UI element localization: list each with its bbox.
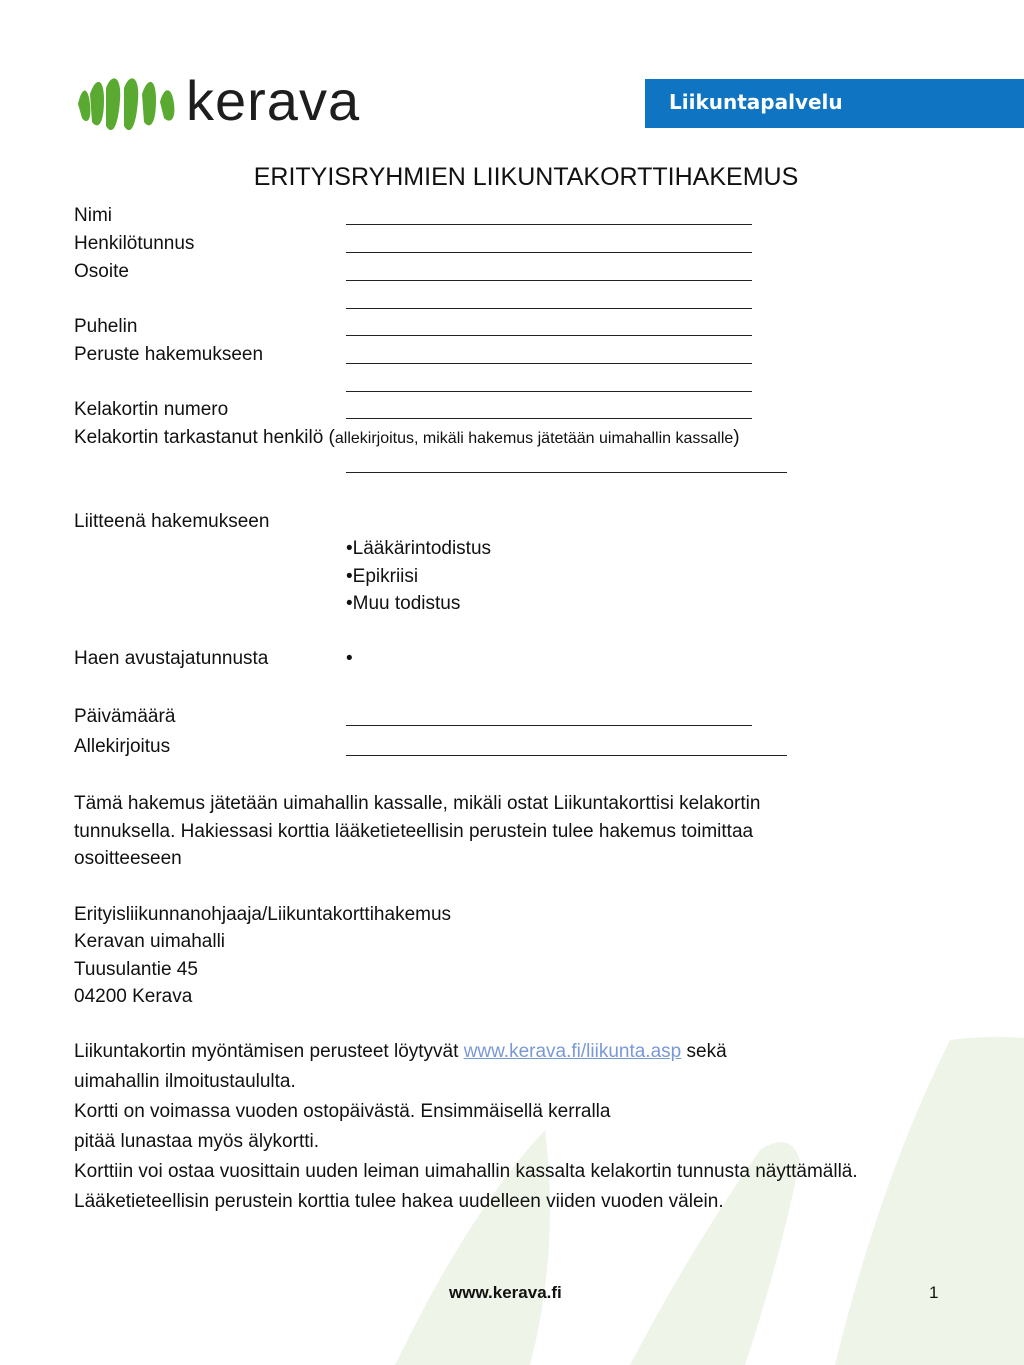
wave-logo-icon xyxy=(74,74,184,138)
label-allekirjoitus: Allekirjoitus xyxy=(74,736,171,757)
kelakortin-numero-field[interactable] xyxy=(346,418,752,419)
info-line: Lääketieteellisin perustein korttia tulee hakea uudelleen viiden vuoden välein. xyxy=(74,1191,724,1212)
label-osoite: Osoite xyxy=(74,261,129,282)
label-liitteena: Liitteenä hakemukseen xyxy=(74,511,270,532)
tarkastanut-note: allekirjoitus, mikäli hakemus jätetään uimahallin kassalle xyxy=(334,430,734,447)
kerava-logo xyxy=(74,69,414,138)
liikunta-link[interactable]: www.kerava.fi/liikunta.asp xyxy=(463,1041,682,1062)
label-puhelin: Puhelin xyxy=(74,316,138,337)
puhelin-field[interactable] xyxy=(346,335,752,336)
paivamaara-field[interactable] xyxy=(346,725,752,726)
form-title: ERITYISRYHMIEN LIIKUNTAKORTTIHAKEMUS xyxy=(253,163,799,191)
label-henkilotunnus: Henkilötunnus xyxy=(74,233,195,254)
info-line xyxy=(74,1041,727,1063)
address-line: Keravan uimahalli xyxy=(74,931,226,952)
label-avustaja: Haen avustajatunnusta xyxy=(74,648,269,669)
osoite-field[interactable] xyxy=(346,280,752,281)
label-nimi: Nimi xyxy=(74,205,112,226)
label-kelakortin-numero: Kelakortin numero xyxy=(74,399,229,420)
info-line: Kortti on voimassa vuoden ostopäivästä. Ensimmäisellä kerralla xyxy=(74,1101,611,1122)
attachment-item: •Epikriisi xyxy=(346,566,419,587)
attachment-item: •Lääkärintodistus xyxy=(346,538,492,559)
banner-label: Liikuntapalvelu xyxy=(669,90,843,114)
footer-url: www.kerava.fi xyxy=(449,1283,562,1302)
info-line: Korttiin voi ostaa vuosittain uuden leiman uimahallin kassalta kelakortin tunnusta näyttämällä. xyxy=(74,1161,858,1182)
label-peruste: Peruste hakemukseen xyxy=(74,344,264,365)
page-number: 1 xyxy=(929,1283,939,1302)
address-line: 04200 Kerava xyxy=(74,986,193,1007)
nimi-field[interactable] xyxy=(346,224,752,225)
address-line: Tuusulantie 45 xyxy=(74,959,198,980)
info-line: tunnuksella. Hakiessasi korttia lääketieteellisin perustein tulee hakemus toimittaa xyxy=(74,821,754,842)
allekirjoitus-field[interactable] xyxy=(346,755,787,756)
attachment-item: •Muu todistus xyxy=(346,593,461,614)
liikuntapalvelu-banner xyxy=(645,79,1024,128)
info-line: pitää lunastaa myös älykortti. xyxy=(74,1131,320,1152)
henkilotunnus-field[interactable] xyxy=(346,252,752,253)
peruste-field[interactable] xyxy=(346,363,752,364)
info-prefix: Liikuntakortin myöntämisen perusteet löytyvät xyxy=(74,1041,464,1062)
info-suffix: sekä xyxy=(681,1041,727,1062)
peruste-field-2[interactable] xyxy=(346,391,752,392)
info-line: osoitteeseen xyxy=(74,848,182,869)
tarkastanut-main: Kelakortin tarkastanut henkilö ( xyxy=(74,427,335,448)
tarkastanut-close: ) xyxy=(733,427,740,448)
logo-wordmark: kerava xyxy=(186,69,361,132)
label-tarkastanut xyxy=(74,427,740,449)
label-paivamaara: Päivämäärä xyxy=(74,706,176,727)
tarkastanut-signature-field[interactable] xyxy=(346,472,787,473)
info-line: Tämä hakemus jätetään uimahallin kassalle, mikäli ostat Liikuntakorttisi kelakortin xyxy=(74,793,761,814)
info-line: uimahallin ilmoitustaululta. xyxy=(74,1071,296,1092)
address-line: Erityisliikunnanohjaaja/Liikuntakorttihakemus xyxy=(74,904,452,925)
osoite-field-2[interactable] xyxy=(346,308,752,309)
avustaja-bullet: • xyxy=(346,648,353,669)
